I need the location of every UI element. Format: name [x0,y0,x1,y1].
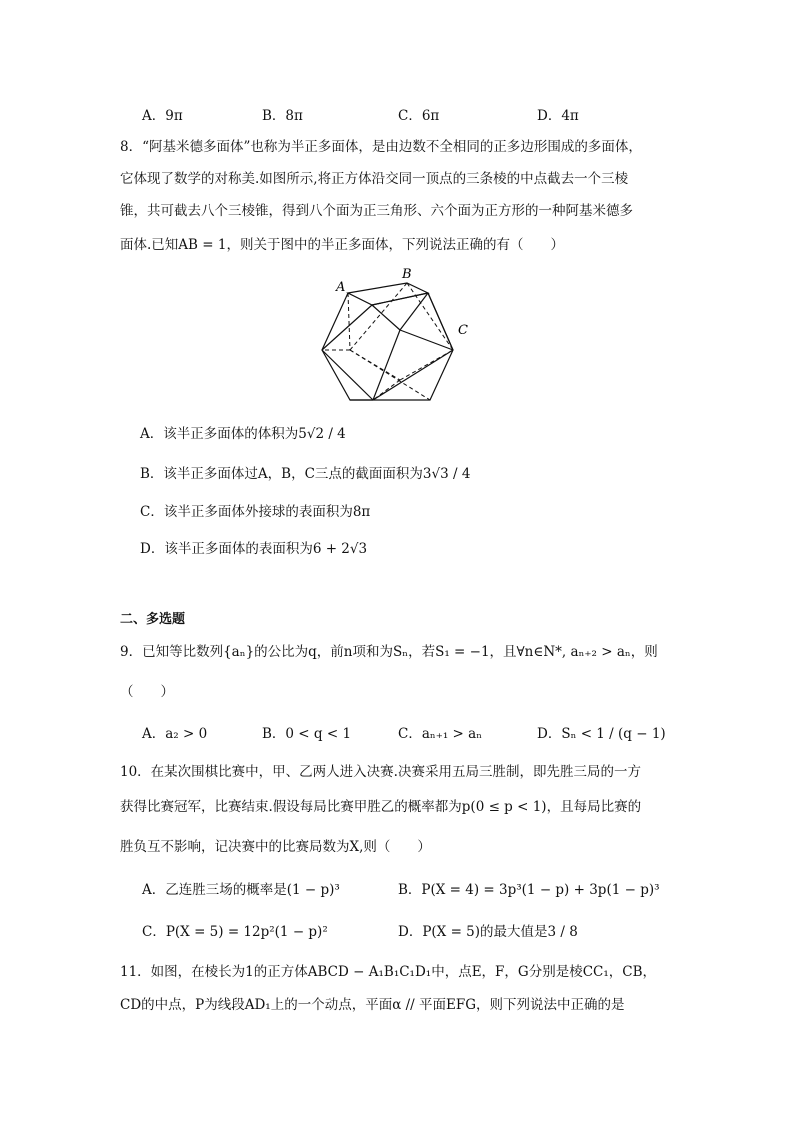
q11-line-2: CD的中点，P为线段AD₁上的一个动点，平面α // 平面EFG，则下列说法中正确的是 [120,997,625,1013]
q7-option-c: C．6π [398,108,440,124]
q8-line-4: 面体.已知AB = 1，则关于图中的半正多面体，下列说法正确的有（ ） [120,237,564,253]
q7-option-b: B．8π [262,108,303,124]
q9-line-2: （ ） [120,684,174,700]
q7-option-d: D．4π [537,108,579,124]
q8-option-d: D．该半正多面体的表面积为6 + 2√3 [140,541,368,557]
figure-label-b: B [402,267,412,282]
q8-line-3: 锥，共可截去八个三棱锥，得到八个面为正三角形、六个面为正方形的一种阿基米德多 [120,203,633,219]
figure-label-a: A [336,280,346,295]
q10-option-c: C．P(X = 5) = 12p²(1 − p)² [142,924,328,940]
figure-label-c: C [458,323,468,338]
q11-line-1: 11．如图，在棱长为1的正方体ABCD − A₁B₁C₁D₁中，点E，F，G分别是棱CC₁，CB， [120,964,657,980]
q9-option-d: D．Sₙ < 1 / (q − 1) [537,726,666,742]
q8-option-a: A．该半正多面体的体积为5√2 / 4 [140,426,346,442]
q9-option-c: C．aₙ₊₁ > aₙ [398,726,483,742]
q10-line-2: 获得比赛冠军，比赛结束.假设每局比赛甲胜乙的概率都为p(0 ≤ p < 1)，且每局比赛的 [120,799,642,815]
q7-option-a: A．9π [142,108,183,124]
q10-line-3: 胜负互不影响，记决赛中的比赛局数为X,则（ ） [120,839,431,855]
q9-option-b: B．0 < q < 1 [262,726,352,742]
q8-line-2: 它体现了数学的对称美.如图所示,将正方体沿交同一顶点的三条棱的中点截去一个三棱 [120,171,629,187]
q9-option-a: A．a₂ > 0 [142,726,208,742]
q10-option-a: A．乙连胜三场的概率是(1 − p)³ [142,882,340,898]
q8-line-1: 8．“阿基米德多面体”也称为半正多面体，是由边数不全相同的正多边形围成的多面体， [120,139,642,155]
q10-option-d: D．P(X = 5)的最大值是3 / 8 [398,924,578,940]
q10-line-1: 10．在某次围棋比赛中，甲、乙两人进入决赛.决赛采用五局三胜制，即先胜三局的一方 [120,764,641,780]
q8-option-b: B．该半正多面体过A，B，C三点的截面面积为3√3 / 4 [140,466,471,482]
q8-option-c: C．该半正多面体外接球的表面积为8π [140,504,371,520]
q10-option-b: B．P(X = 4) = 3p³(1 − p) + 3p(1 − p)³ [398,882,660,898]
q9-line-1: 9．已知等比数列{aₙ}的公比为q，前n项和为Sₙ，若S₁ = −1，且∀n∈N*, aₙ₊₂ > aₙ，则 [120,644,658,660]
section-title: 二、多选题 [120,612,186,627]
cuboctahedron-figure [310,262,485,407]
